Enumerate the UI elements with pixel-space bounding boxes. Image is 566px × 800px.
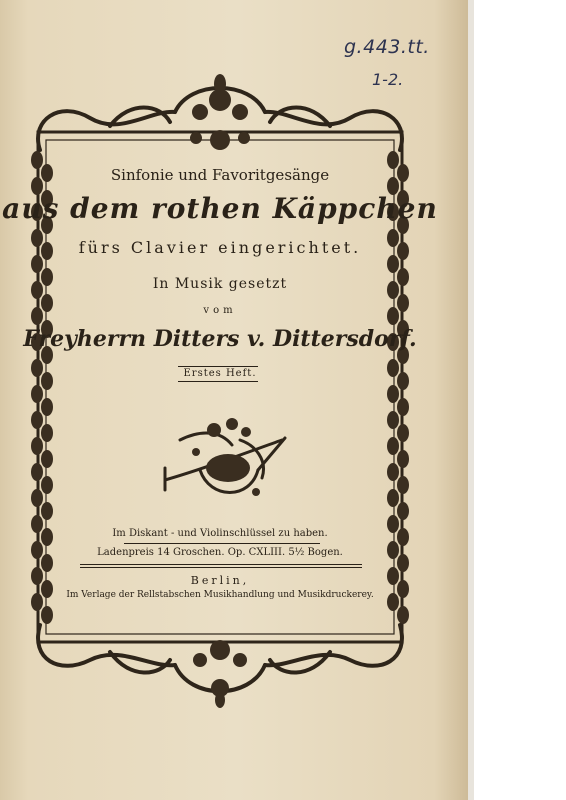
vine-leaf — [41, 398, 53, 416]
title-line-3: fürs Clavier eingerichtet. — [78, 238, 362, 257]
sheet-count: 5½ Bogen. — [288, 547, 343, 558]
vine-leaf — [31, 255, 43, 273]
part-rule-bottom — [178, 381, 258, 382]
vine-leaf — [387, 463, 399, 481]
vine-leaf — [387, 411, 399, 429]
shelfmark-line-2: 1-2. — [372, 70, 404, 89]
imprint-rule-1 — [124, 543, 320, 544]
bottom-flowers — [193, 640, 247, 708]
vine-leaf — [31, 437, 43, 455]
title-line-1: Sinfonie und Favoritgesänge — [110, 166, 330, 184]
vine-leaf — [397, 606, 409, 624]
clef-note: Im Diskant - und Violinschlüssel zu haben. — [112, 528, 328, 539]
vine-leaf — [31, 489, 43, 507]
shelfmark-line-1: g.443.tt. — [344, 36, 430, 58]
part-label: Erstes Heft. — [183, 368, 257, 379]
vine-leaf — [31, 411, 43, 429]
imprint-rule-3 — [80, 567, 362, 568]
vine-leaf — [397, 502, 409, 520]
title-line-4: In Musik gesetzt — [152, 276, 288, 292]
vine-leaf — [397, 398, 409, 416]
opus-number: Op. CXLIII. — [227, 547, 286, 558]
part-rule-top — [178, 366, 258, 367]
composer-name: Freyherrn Ditters v. Dittersdorf. — [23, 326, 417, 352]
vine-leaf — [41, 450, 53, 468]
vine-leaf — [41, 476, 53, 494]
top-flowers — [190, 74, 250, 150]
title-line-5: vom — [203, 305, 237, 316]
vine-leaf — [397, 476, 409, 494]
vine-leaf — [31, 385, 43, 403]
vine-leaf — [387, 255, 399, 273]
vine-leaf — [41, 424, 53, 442]
imprint-city: Berlin, — [190, 574, 250, 587]
vine-leaf — [397, 424, 409, 442]
vine-leaf — [397, 450, 409, 468]
instruments-vignette-icon — [165, 418, 285, 496]
vine-leaf — [387, 489, 399, 507]
price-line — [0, 547, 440, 558]
price-label: Ladenpreis — [97, 547, 154, 558]
vine-leaf — [41, 502, 53, 520]
title-main: aus dem rothen Käppchen — [2, 192, 438, 225]
vine-leaf — [387, 437, 399, 455]
vine-leaf — [31, 463, 43, 481]
imprint-rule-2 — [80, 564, 362, 565]
imprint-publisher: Im Verlage der Rellstabschen Musikhandlung und Musikdruckerey. — [66, 590, 374, 600]
price-value: 14 Groschen. — [157, 547, 225, 558]
vine-leaf — [387, 385, 399, 403]
vine-leaf — [41, 606, 53, 624]
